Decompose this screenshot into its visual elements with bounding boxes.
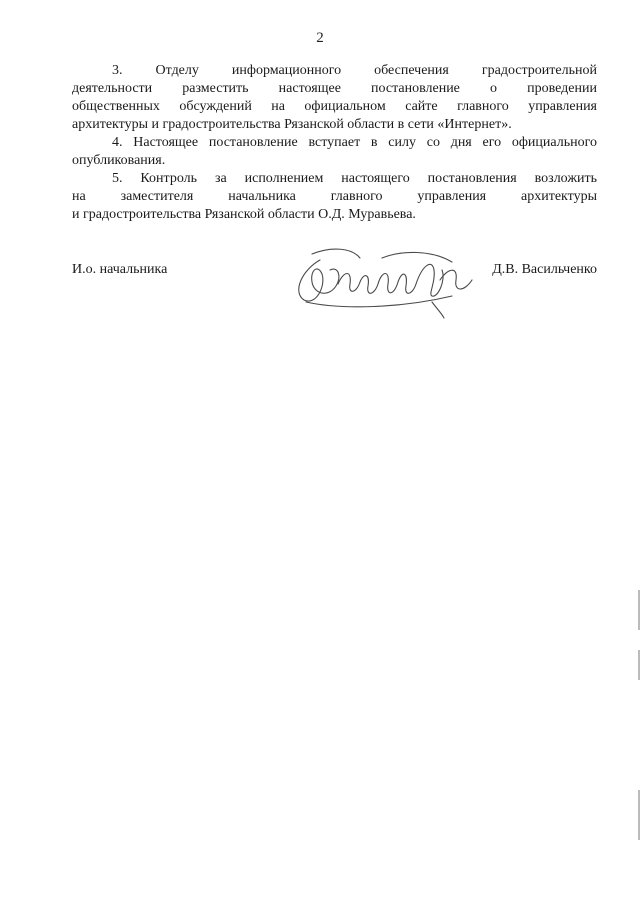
paragraph-line: деятельности разместить настоящее постановление о проведении <box>72 81 597 96</box>
paragraph-line: 3. Отделу информационного обеспечения градостроительной <box>112 63 597 78</box>
paragraph-4 <box>72 134 597 170</box>
paragraph-line: 5. Контроль за исполнением настоящего постановления возложить <box>112 171 597 186</box>
paragraph-line: на заместителя начальника главного управления архитектуры <box>72 189 597 204</box>
signer-position: И.о. начальника <box>72 262 168 277</box>
paragraph-line: архитектуры и градостроительства Рязанской области в сети «Интернет». <box>72 117 512 132</box>
signer-name: Д.В. Васильченко <box>492 262 597 277</box>
signature-block <box>72 258 597 318</box>
paragraph-line: 4. Настоящее постановление вступает в силу со дня его официального <box>112 135 597 150</box>
paragraph-3 <box>72 62 597 134</box>
paragraph-5 <box>72 170 597 224</box>
page-number: 2 <box>316 30 324 46</box>
handwritten-signature <box>282 240 482 320</box>
paragraph-line: и градостроительства Рязанской области О.Д. Муравьева. <box>72 207 416 222</box>
paragraph-line: общественных обсуждений на официальном сайте главного управления <box>72 99 597 114</box>
paragraph-line: опубликования. <box>72 153 166 168</box>
document-body <box>72 62 597 224</box>
